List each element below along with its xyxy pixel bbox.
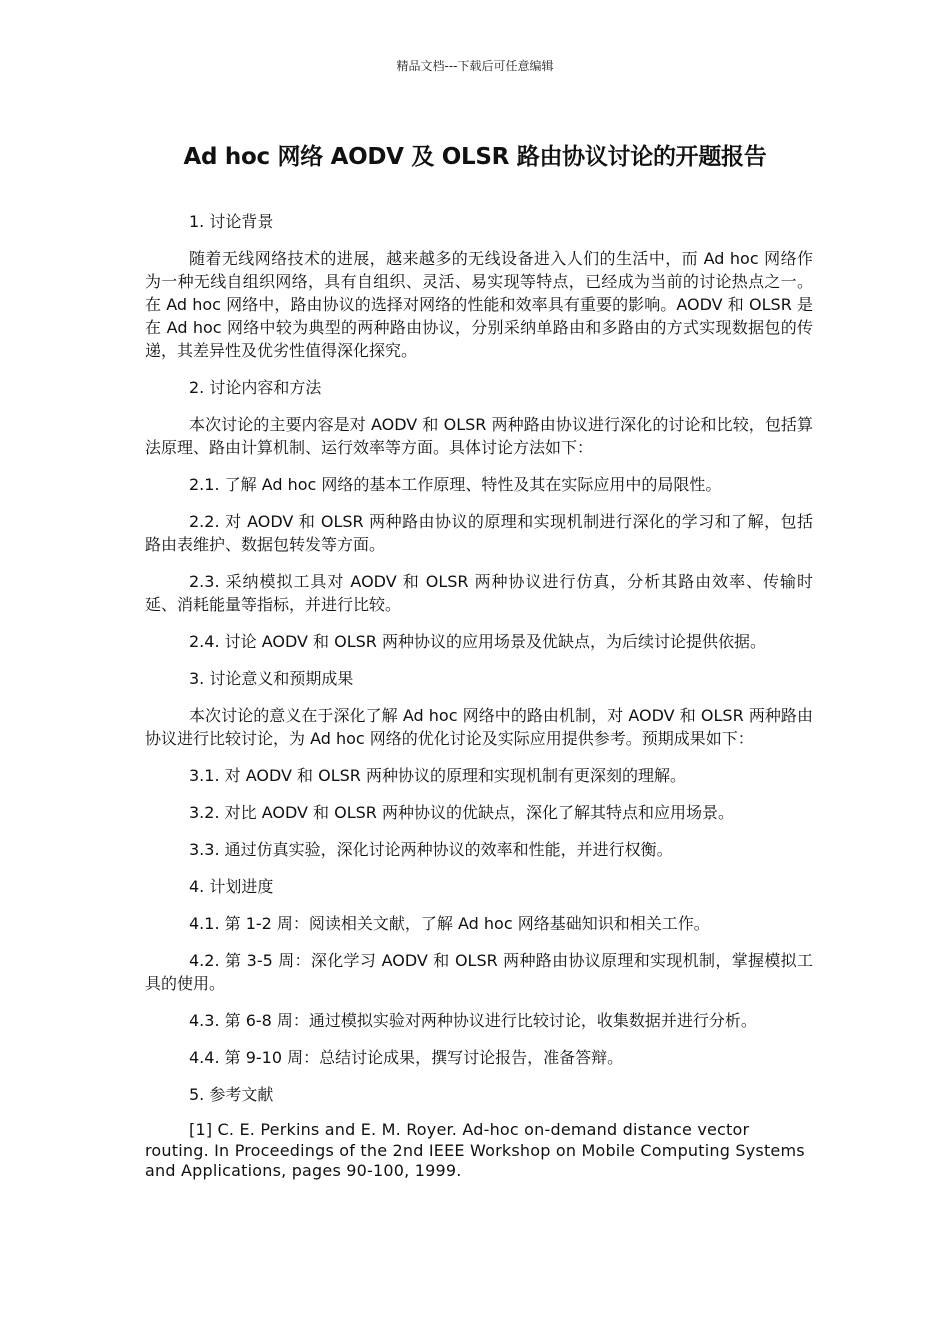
section-1-heading: 1. 讨论背景 (189, 212, 274, 231)
section-4-item-1: 4.1. 第 1-2 周：阅读相关文献，了解 Ad hoc 网络基础知识和相关工作。 (189, 914, 710, 933)
section-5-heading: 5. 参考文献 (189, 1085, 274, 1104)
section-3-item-1: 3.1. 对 AODV 和 OLSR 两种协议的原理和实现机制有更深刻的理解。 (189, 766, 686, 785)
section-2-item-3: 2.3. 采纳模拟工具对 AODV 和 OLSR 两种协议进行仿真，分析其路由效率、传输时延、消耗能量等指标，并进行比较。 (145, 572, 813, 614)
section-3-paragraph: 本次讨论的意义在于深化了解 Ad hoc 网络中的路由机制，对 AODV 和 OLSR 两种路由协议进行比较讨论，为 Ad hoc 网络的优化讨论及实际应用提供参考。预期成果如下： (145, 706, 813, 748)
section-2-item-2: 2.2. 对 AODV 和 OLSR 两种路由协议的原理和实现机制进行深化的学习和了解，包括路由表维护、数据包转发等方面。 (145, 512, 813, 554)
section-4-item-3: 4.3. 第 6-8 周：通过模拟实验对两种协议进行比较讨论，收集数据并进行分析。 (189, 1011, 757, 1030)
section-1-paragraph: 随着无线网络技术的进展，越来越多的无线设备进入人们的生活中，而 Ad hoc 网络作为一种无线自组织网络，具有自组织、灵活、易实现等特点，已经成为当前的讨论热点之一。在 Ad hoc 网络中，路由协议的选择对网络的性能和效率具有重要的影响。AODV 和 OLSR 是在 Ad hoc 网络中较为典型的两种路由协议，分别采纳单路由和多路由的方式实现数据包的传递，其差异性及优劣性值得深化探究。 (145, 249, 813, 360)
reference-item-1: [1] C. E. Perkins and E. M. Royer. Ad-hoc on-demand distance vector routing. In Proceedings of the 2nd IEEE Workshop on Mobile Computing Systems and Applications, pages 90-100, 1999. (145, 1120, 805, 1180)
section-2-paragraph: 本次讨论的主要内容是对 AODV 和 OLSR 两种路由协议进行深化的讨论和比较，包括算法原理、路由计算机制、运行效率等方面。具体讨论方法如下： (145, 415, 813, 457)
section-2-item-1: 2.1. 了解 Ad hoc 网络的基本工作原理、特性及其在实际应用中的局限性。 (189, 475, 722, 494)
section-4-heading: 4. 计划进度 (189, 877, 274, 896)
section-3-item-2: 3.2. 对比 AODV 和 OLSR 两种协议的优缺点，深化了解其特点和应用场景。 (189, 803, 734, 822)
document-body (145, 210, 813, 1182)
section-4-item-2: 4.2. 第 3-5 周：深化学习 AODV 和 OLSR 两种路由协议原理和实现机制，掌握模拟工具的使用。 (145, 951, 813, 993)
section-4-item-4: 4.4. 第 9-10 周：总结讨论成果，撰写讨论报告，准备答辩。 (189, 1048, 624, 1067)
section-2-heading: 2. 讨论内容和方法 (189, 378, 322, 397)
document-title: Ad hoc 网络 AODV 及 OLSR 路由协议讨论的开题报告 (183, 144, 767, 170)
header-note: 精品文档---下载后可任意编辑 (396, 59, 554, 73)
section-3-heading: 3. 讨论意义和预期成果 (189, 669, 354, 688)
section-3-item-3: 3.3. 通过仿真实验，深化讨论两种协议的效率和性能，并进行权衡。 (189, 840, 673, 859)
section-2-item-4: 2.4. 讨论 AODV 和 OLSR 两种协议的应用场景及优缺点，为后续讨论提供依据。 (189, 632, 766, 651)
